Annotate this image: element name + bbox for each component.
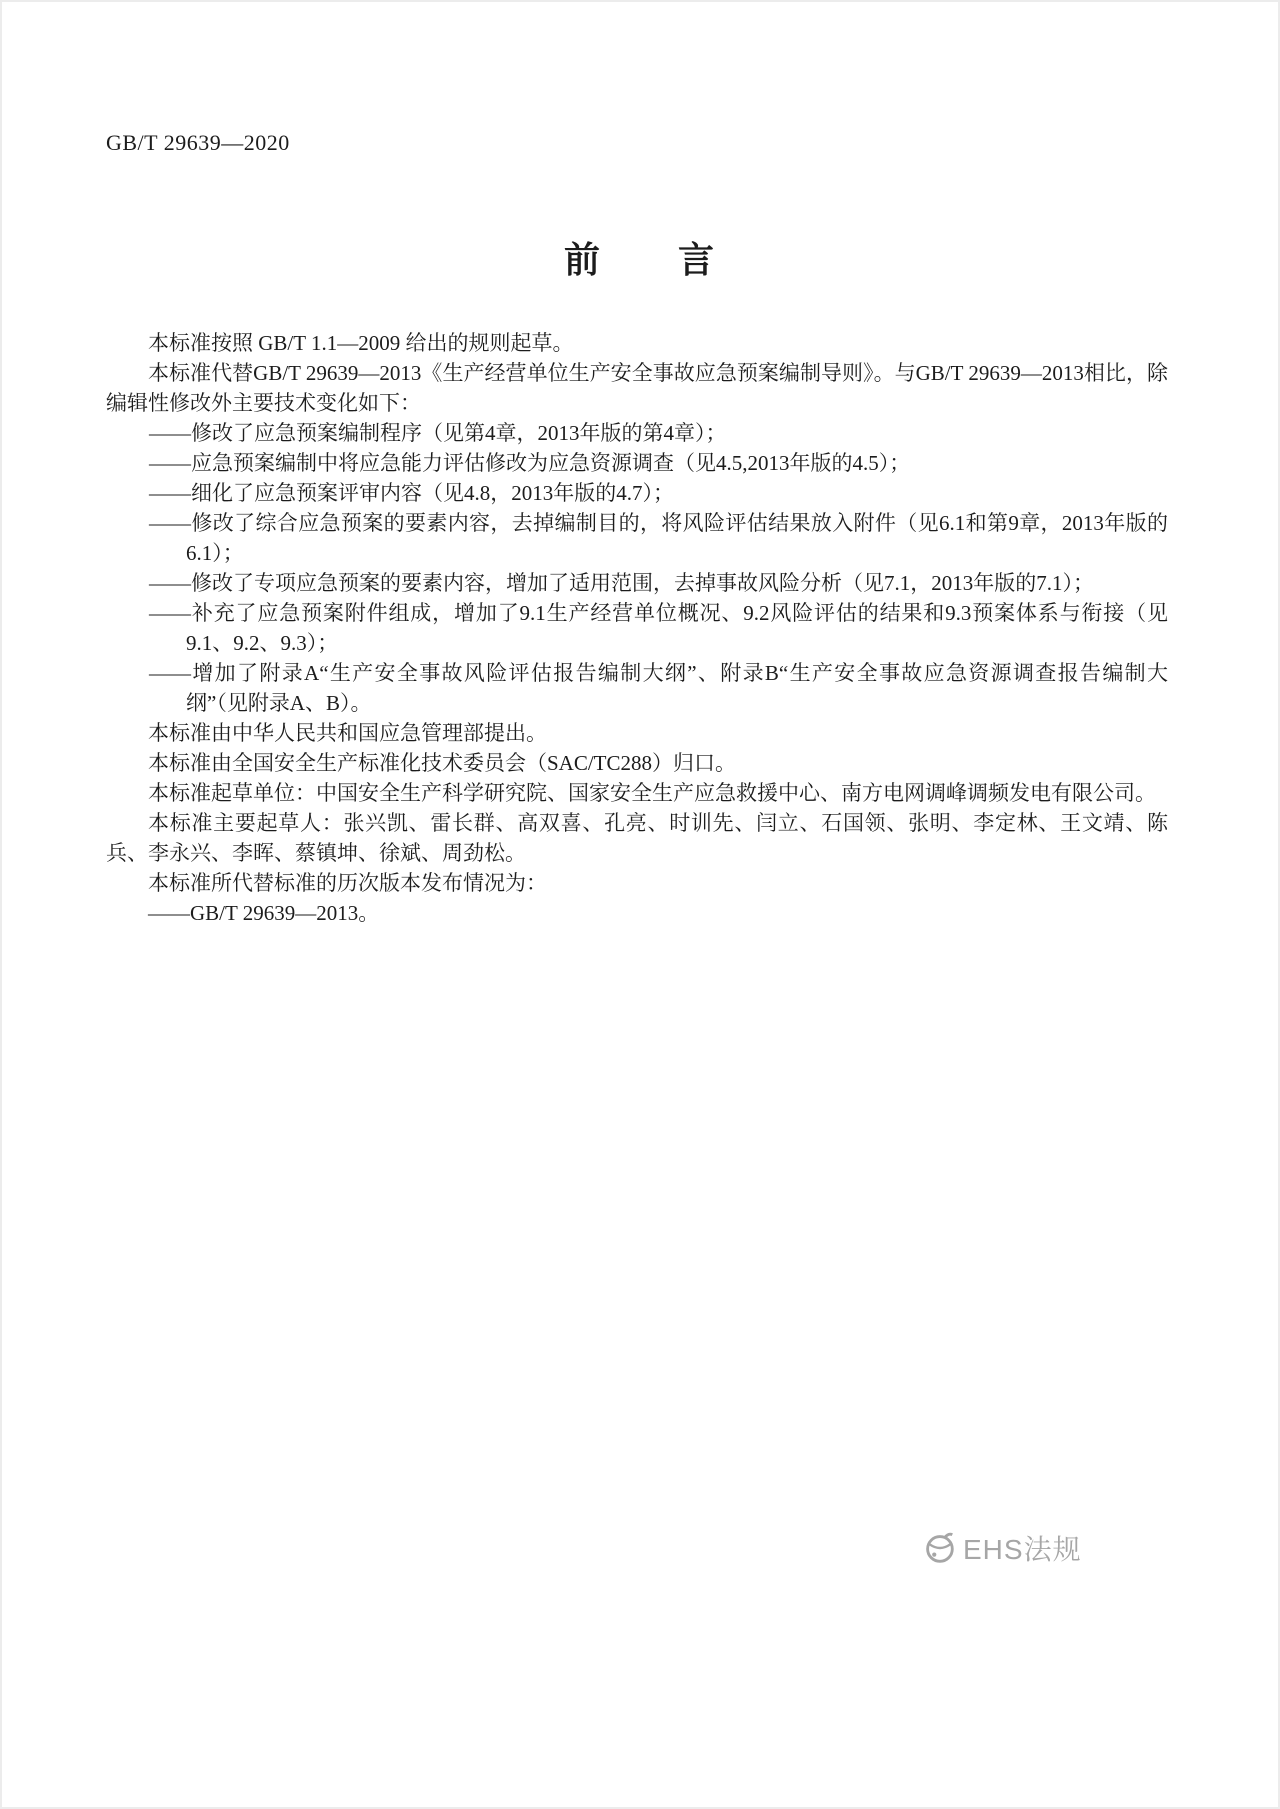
statement-paragraph: 本标准起草单位：中国安全生产科学研究院、国家安全生产应急救援中心、南方电网调峰调频发电有限公司。 <box>148 781 1156 805</box>
statement-paragraph: 本标准由全国安全生产标准化技术委员会（SAC/TC288）归口。 <box>148 751 737 775</box>
intro-paragraph: 本标准按照 GB/T 1.1—2009 给出的规则起草。 <box>148 331 574 355</box>
change-item: ——应急预案编制中将应急能力评估修改为应急资源调查（见4.5,2013年版的4.5）； <box>149 451 911 475</box>
watermark-label: EHS法规 <box>963 1534 1082 1565</box>
change-item: ——修改了专项应急预案的要素内容，增加了适用范围，去掉事故风险分析（见7.1，2013年版的7.1）； <box>149 571 1094 595</box>
page-title: 前 言 <box>563 239 716 280</box>
statement-paragraph: 本标准所代替标准的历次版本发布情况为： <box>148 871 547 895</box>
change-item: ——补充了应急预案附件组成，增加了9.1生产经营单位概况、9.2风险评估的结果和9.3预案体系与衔接（见9.1、9.2、9.3）； <box>149 601 1168 655</box>
change-item: ——修改了应急预案编制程序（见第4章，2013年版的第4章）； <box>149 421 727 445</box>
change-item: ——修改了综合应急预案的要素内容，去掉编制目的，将风险评估结果放入附件（见6.1和第9章，2013年版的6.1）； <box>149 511 1168 565</box>
change-item: ——增加了附录A“生产安全事故风险评估报告编制大纲”、附录B“生产安全事故应急资源调查报告编制大纲”（见附录A、B）。 <box>149 661 1168 715</box>
watermark <box>920 1528 1082 1568</box>
doc-number: GB/T 29639—2020 <box>106 130 290 155</box>
change-item: ——细化了应急预案评审内容（见4.8，2013年版的4.7）； <box>149 481 674 505</box>
intro-paragraph: 本标准代替GB/T 29639—2013《生产经营单位生产安全事故应急预案编制导则》。与GB/T 29639—2013相比，除编辑性修改外主要技术变化如下： <box>106 361 1168 415</box>
statement-paragraph: 本标准主要起草人：张兴凯、雷长群、高双喜、孔亮、时训先、闫立、石国领、张明、李定林、王文靖、陈兵、李永兴、李晖、蔡镇坤、徐斌、周劲松。 <box>106 811 1168 865</box>
globe-icon <box>920 1529 958 1567</box>
history-item: ——GB/T 29639—2013。 <box>148 901 380 925</box>
document-body <box>106 328 1168 928</box>
statement-paragraph: 本标准由中华人民共和国应急管理部提出。 <box>148 721 547 745</box>
